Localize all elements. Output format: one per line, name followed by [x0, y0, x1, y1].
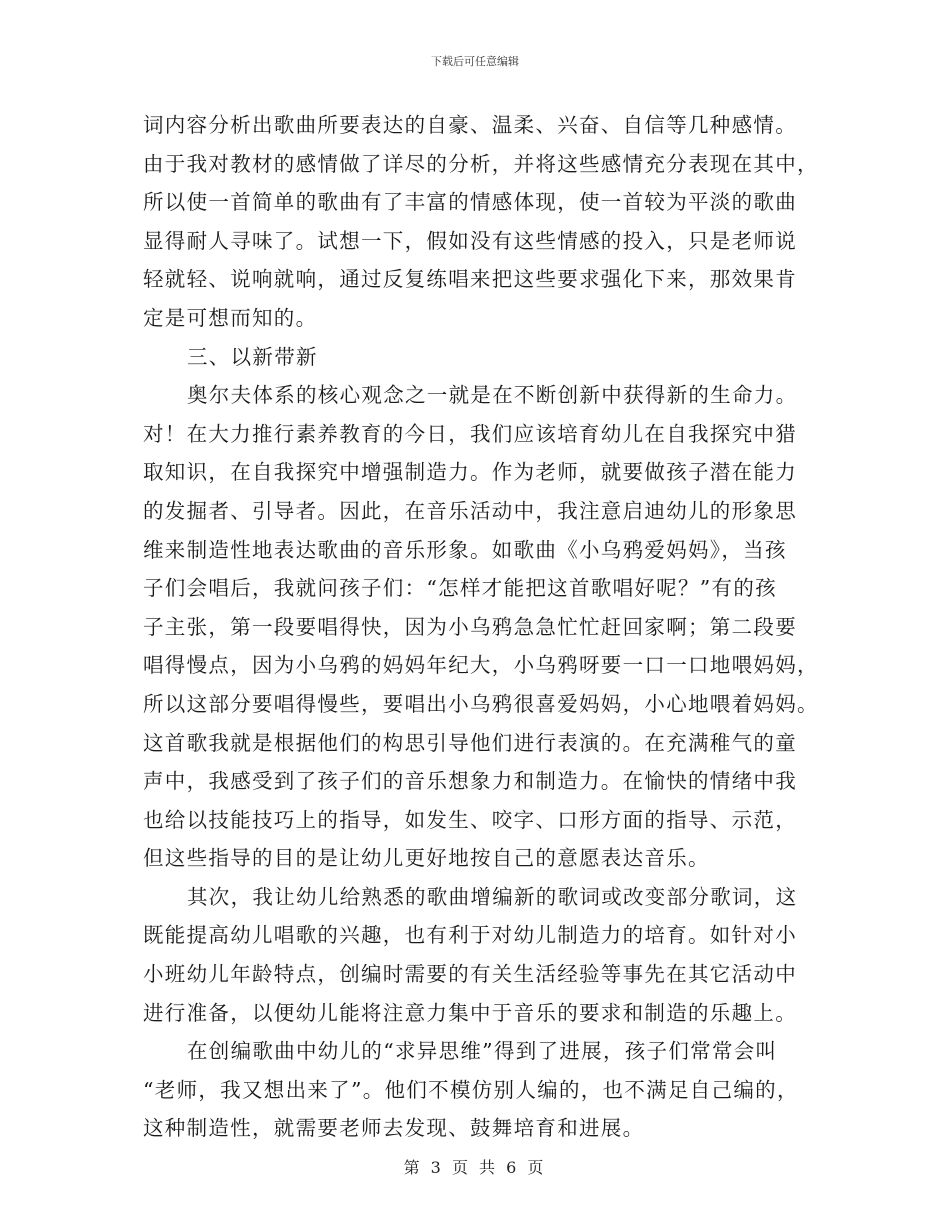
text-line: 但这些指导的目的是让幼儿更好地按自己的意愿表达音乐。	[143, 846, 710, 871]
text-line: 所以这部分要唱得慢些，要唱出小乌鸦很喜爱妈妈，小心地喂着妈妈。	[143, 691, 819, 716]
text-line: 取知识，在自我探究中增强制造力。作为老师，就要做孩子潜在能力	[143, 460, 797, 485]
text-line: 对！在大力推行素养教育的今日，我们应该培育幼儿在自我探究中猎	[143, 421, 797, 446]
text-line: 小班幼儿年龄特点，创编时需要的有关生活经验等事先在其它活动中	[143, 962, 797, 987]
text-line: 也给以技能技巧上的指导，如发生、咬字、口形方面的指导、示范，	[143, 807, 797, 832]
text-line: 由于我对教材的感情做了详尽的分析，并将这些感情充分表现在其中，	[143, 151, 819, 176]
text-line: 轻就轻、说响就响，通过反复练唱来把这些要求强化下来，那效果肯	[143, 267, 797, 292]
section-heading: 三、以新带新	[187, 344, 318, 369]
page-header: 下载后可任意编辑	[431, 55, 519, 68]
text-line: 声中，我感受到了孩子们的音乐想象力和制造力。在愉快的情绪中我	[143, 769, 797, 794]
text-line: 这种制造性，就需要老师去发现、鼓舞培育和进展。	[143, 1116, 645, 1141]
text-line: “老师，我又想出来了”。他们不模仿别人编的，也不满足自己编的，	[143, 1077, 799, 1102]
text-line: 显得耐人寻味了。试想一下，假如没有这些情感的投入，只是老师说	[143, 228, 797, 253]
text-line: 维来制造性地表达歌曲的音乐形象。如歌曲《小乌鸦爱妈妈》，当孩	[143, 537, 787, 562]
text-line: 的发掘者、引导者。因此，在音乐活动中，我注意启迪幼儿的形象思	[143, 498, 797, 523]
text-line: 唱得慢点，因为小乌鸦的妈妈年纪大，小乌鸦呀要一口一口地喂妈妈，	[143, 653, 819, 678]
text-line: 定是可想而知的。	[143, 305, 318, 330]
text-line: 既能提高幼儿唱歌的兴趣，也有利于对幼儿制造力的培育。如针对小	[143, 923, 797, 948]
text-line: 子主张，第一段要唱得快，因为小乌鸦急急忙忙赶回家啊；第二段要	[143, 614, 797, 639]
text-line: 所以使一首简单的歌曲有了丰富的情感体现，使一首较为平淡的歌曲	[143, 190, 797, 215]
text-line: 其次，我让幼儿给熟悉的歌曲增编新的歌词或改变部分歌词，这	[187, 884, 798, 909]
document-body	[143, 106, 819, 1148]
text-line: 奥尔夫体系的核心观念之一就是在不断创新中获得新的生命力。	[187, 383, 798, 408]
text-line: 在创编歌曲中幼儿的“求异思维”得到了进展，孩子们常常会叫	[187, 1039, 778, 1064]
text-line: 子们会唱后，我就问孩子们：“怎样才能把这首歌唱好呢？”有的孩	[143, 576, 777, 601]
text-line: 进行准备，以便幼儿能将注意力集中于音乐的要求和制造的乐趣上。	[143, 1000, 797, 1025]
page-number-footer: 第 3 页 共 6 页	[403, 1158, 547, 1177]
text-line: 词内容分析出歌曲所要表达的自豪、温柔、兴奋、自信等几种感情。	[143, 113, 797, 137]
text-line: 这首歌我就是根据他们的构思引导他们进行表演的。在充满稚气的童	[143, 730, 797, 755]
